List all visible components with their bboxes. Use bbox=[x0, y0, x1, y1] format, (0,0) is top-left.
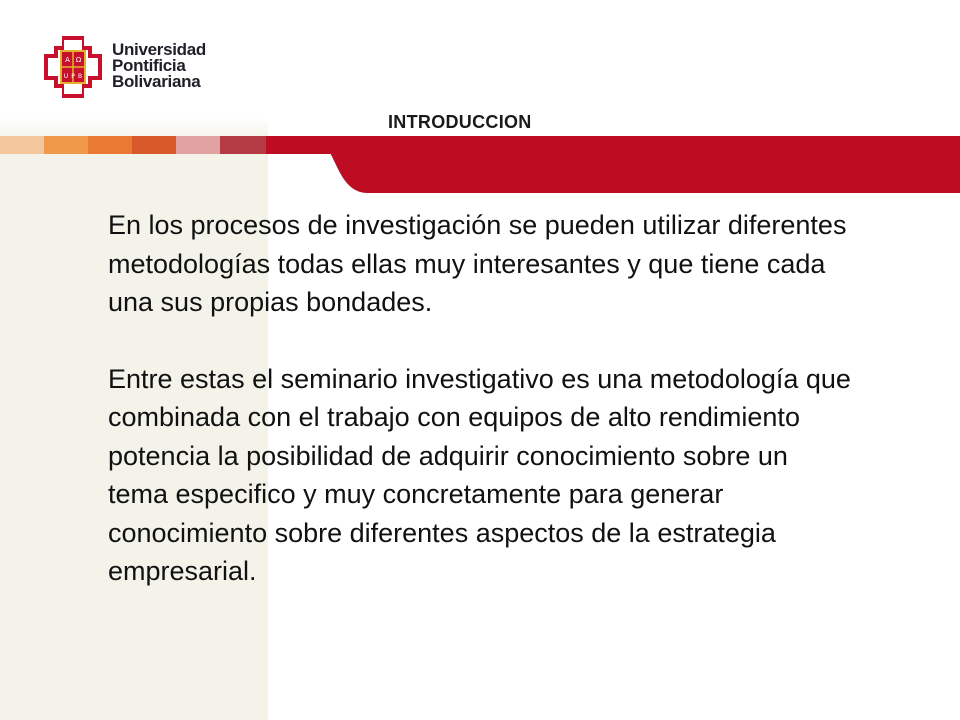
left-panel-fade bbox=[0, 118, 268, 138]
svg-text:B: B bbox=[77, 73, 83, 80]
svg-text:P: P bbox=[71, 73, 75, 80]
color-bar-segment-1 bbox=[0, 136, 44, 154]
logo-line-2: Pontificia bbox=[112, 56, 186, 75]
slide-title: INTRODUCCION bbox=[388, 112, 532, 132]
body-paragraph-1: En los procesos de investigación se pueden utilizar diferentes metodologías todas ellas muy interesantes y que tiene cada una sus propias bondades. bbox=[108, 210, 847, 317]
slide-body bbox=[108, 206, 854, 591]
header-red-bar bbox=[266, 136, 960, 154]
university-name bbox=[112, 42, 206, 90]
svg-text:Ω: Ω bbox=[75, 56, 82, 64]
header-red-curve bbox=[330, 153, 960, 193]
logo-line-3: Bolivariana bbox=[112, 72, 201, 91]
university-crest-icon bbox=[44, 36, 102, 98]
color-bar-segment-4 bbox=[132, 136, 176, 154]
logo-line-1: Universidad bbox=[112, 40, 207, 59]
svg-text:A: A bbox=[65, 56, 70, 64]
color-bar-segment-2 bbox=[44, 136, 88, 154]
svg-text:U: U bbox=[63, 73, 69, 80]
color-bar-segment-3 bbox=[88, 136, 132, 154]
color-bar-segment-5 bbox=[176, 136, 220, 154]
university-logo bbox=[40, 36, 230, 98]
body-paragraph-2: Entre estas el seminario investigativo es una metodología que combinada con el trabajo con equipos de alto rendimiento potencia la posibilidad de adquirir conocimiento sobre un tema especifico y muy concretamente para generar conocimiento sobre diferentes aspectos de la estrategia empresarial. bbox=[108, 363, 851, 586]
color-bar-segment-6 bbox=[220, 136, 266, 154]
